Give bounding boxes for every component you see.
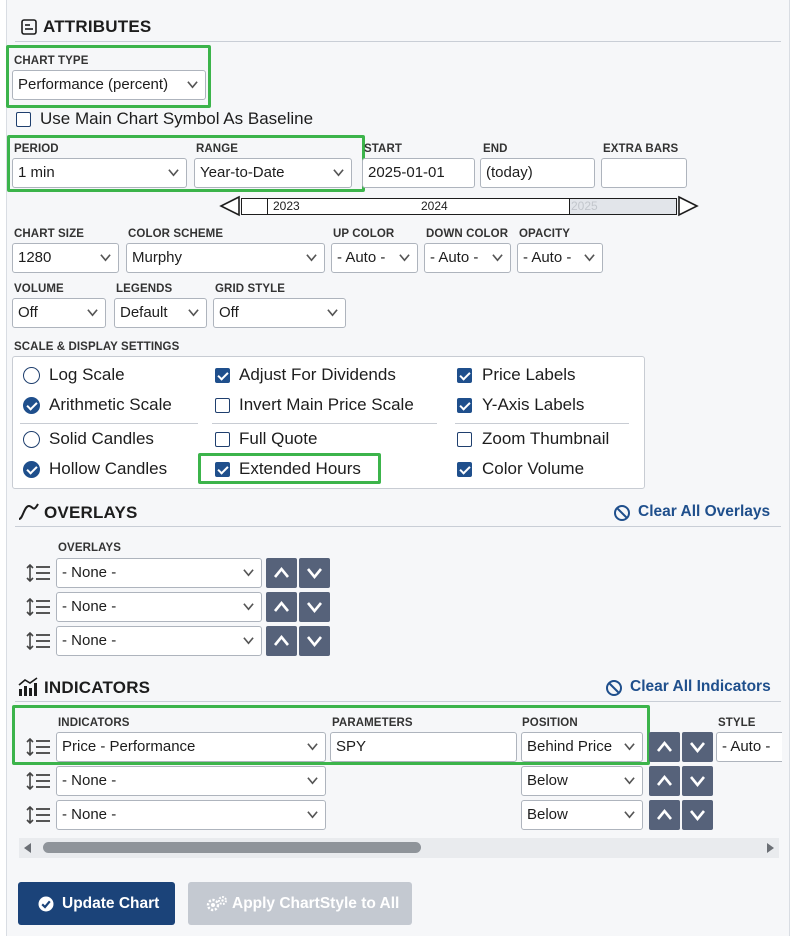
horizontal-scrollbar[interactable] (19, 838, 779, 858)
indicator-move-down-button-1[interactable] (682, 732, 713, 762)
range-label: RANGE (196, 143, 239, 155)
drag-handle-icon[interactable] (26, 563, 52, 583)
use-baseline-checkbox[interactable] (16, 112, 31, 127)
period-value: 1 min (18, 164, 55, 181)
hollow-candles-radio[interactable] (23, 461, 40, 478)
up-color-label: UP COLOR (333, 228, 395, 240)
invert-scale-label: Invert Main Price Scale (239, 395, 414, 414)
indicators-rule (15, 701, 781, 702)
indicator-value-3: - None - (62, 806, 117, 823)
divider-col2 (212, 423, 437, 424)
color-volume-checkbox[interactable] (457, 462, 472, 477)
indicators-title: INDICATORS (44, 678, 151, 697)
drag-handle-icon[interactable] (26, 737, 52, 757)
check-circle-icon (38, 896, 54, 912)
indicators-column-label: INDICATORS (58, 717, 130, 729)
scrollbar-thumb[interactable] (43, 842, 421, 853)
chevron-down-icon (333, 167, 344, 178)
volume-label: VOLUME (14, 283, 64, 295)
volume-select[interactable] (12, 298, 106, 328)
drag-handle-icon[interactable] (26, 805, 52, 825)
extra-bars-input[interactable] (601, 158, 687, 188)
grid-style-select[interactable] (213, 298, 346, 328)
extra-bars-label: EXTRA BARS (603, 143, 679, 155)
chevron-down-icon (492, 252, 503, 263)
chevron-down-icon (307, 809, 318, 820)
clear-icon (613, 504, 631, 522)
scroll-right-icon[interactable] (765, 843, 775, 853)
indicator-select-2[interactable] (56, 766, 326, 796)
indicator-move-down-button-3[interactable] (682, 800, 713, 830)
overlay-select-1[interactable] (56, 558, 262, 588)
indicator-position-select-3[interactable] (521, 800, 643, 830)
extended-hours-label: Extended Hours (239, 459, 361, 478)
log-scale-radio[interactable] (23, 367, 40, 384)
overlay-move-down-button-3[interactable] (299, 626, 330, 656)
overlay-select-3[interactable] (56, 626, 262, 656)
apply-chartstyle-button[interactable] (188, 882, 412, 925)
adjust-dividends-checkbox[interactable] (215, 368, 230, 383)
overlay-move-up-button-2[interactable] (266, 592, 297, 622)
end-label: END (483, 143, 508, 155)
overlay-move-up-button-3[interactable] (266, 626, 297, 656)
chevron-up-icon (273, 633, 290, 649)
chevron-down-icon (307, 741, 318, 752)
opacity-value: - Auto - (523, 249, 572, 266)
indicator-position-value-3: Below (527, 806, 568, 823)
indicator-position-select-2[interactable] (521, 766, 643, 796)
down-color-select[interactable] (424, 243, 511, 273)
chart-size-label: CHART SIZE (14, 228, 84, 240)
chevron-down-icon (327, 307, 338, 318)
indicator-position-select-1[interactable] (521, 732, 643, 762)
chevron-down-icon (188, 307, 199, 318)
chevron-down-icon (307, 775, 318, 786)
indicator-select-3[interactable] (56, 800, 326, 830)
chevron-down-icon (243, 635, 254, 646)
slider-left-handle-icon[interactable] (219, 195, 241, 217)
chevron-down-icon (100, 252, 111, 263)
chart-size-value: 1280 (18, 249, 52, 266)
apply-chartstyle-label: Apply ChartStyle to All (232, 895, 400, 912)
color-scheme-select[interactable] (126, 243, 325, 273)
indicator-select-1[interactable] (56, 732, 326, 762)
log-scale-label: Log Scale (49, 365, 125, 384)
divider-col3 (455, 423, 629, 424)
chevron-down-icon (306, 565, 323, 581)
chevron-down-icon (306, 252, 317, 263)
indicator-move-down-button-2[interactable] (682, 766, 713, 796)
arithmetic-scale-radio[interactable] (23, 397, 40, 414)
clear-indicators-label: Clear All Indicators (630, 678, 771, 695)
divider-col1 (20, 423, 198, 424)
chevron-down-icon (689, 807, 706, 823)
opacity-label: OPACITY (519, 228, 570, 240)
drag-handle-icon[interactable] (26, 771, 52, 791)
overlay-value-3: - None - (62, 632, 117, 649)
chevron-up-icon (273, 565, 290, 581)
scroll-left-icon[interactable] (23, 843, 33, 853)
chart-attributes-panel (6, 0, 790, 936)
legends-value: Default (120, 304, 168, 321)
drag-handle-icon[interactable] (26, 597, 52, 617)
slider-tick-2025: 2025 (571, 199, 598, 213)
indicator-position-value-1: Behind Price (527, 738, 613, 755)
color-volume-label: Color Volume (482, 459, 585, 478)
indicators-icon (17, 677, 39, 697)
date-range-slider[interactable] (219, 195, 693, 219)
style-column-label: STYLE (718, 717, 756, 729)
chevron-up-icon (656, 773, 673, 789)
chevron-up-icon (656, 807, 673, 823)
up-color-value: - Auto - (337, 249, 386, 266)
parameters-column-label: PARAMETERS (332, 717, 413, 729)
chevron-down-icon (399, 252, 410, 263)
legends-select[interactable] (114, 298, 207, 328)
volume-value: Off (18, 304, 38, 321)
indicator-move-up-button-2[interactable] (649, 766, 680, 796)
overlay-select-2[interactable] (56, 592, 262, 622)
zoom-thumbnail-label: Zoom Thumbnail (482, 429, 610, 448)
attributes-rule (15, 41, 781, 42)
extended-hours-checkbox[interactable] (215, 462, 230, 477)
indicator-style-select-1[interactable]: - Auto - (716, 732, 782, 762)
clear-indicators-link[interactable] (605, 678, 771, 696)
chart-type-value: Performance (percent) (18, 76, 169, 93)
period-select[interactable] (12, 158, 187, 188)
price-labels-checkbox[interactable] (457, 368, 472, 383)
grid-style-value: Off (219, 304, 239, 321)
slider-divider (267, 198, 268, 215)
clear-overlays-link[interactable] (613, 503, 770, 521)
chart-type-select[interactable] (12, 70, 206, 100)
legends-label: LEGENDS (116, 283, 173, 295)
y-axis-labels-label: Y-Axis Labels (482, 395, 585, 414)
chevron-up-icon (273, 599, 290, 615)
chart-size-select[interactable] (12, 243, 119, 273)
use-baseline-label: Use Main Chart Symbol As Baseline (40, 109, 314, 128)
start-label: START (364, 143, 402, 155)
indicator-move-up-button-1[interactable] (649, 732, 680, 762)
opacity-select[interactable] (517, 243, 603, 273)
drag-handle-icon[interactable] (26, 631, 52, 651)
solid-candles-radio[interactable] (23, 431, 40, 448)
chevron-down-icon (168, 167, 179, 178)
gears-icon (206, 895, 228, 913)
indicator-parameters-input-1[interactable]: SPY (330, 732, 517, 762)
overlays-column-label: OVERLAYS (58, 542, 122, 554)
hollow-candles-label: Hollow Candles (49, 459, 168, 478)
update-chart-label: Update Chart (62, 895, 160, 912)
slider-right-handle-icon[interactable] (677, 195, 699, 217)
color-scheme-label: COLOR SCHEME (128, 228, 224, 240)
end-date-input[interactable]: (today) (480, 158, 595, 188)
overlay-move-down-button-2[interactable] (299, 592, 330, 622)
chevron-down-icon (689, 773, 706, 789)
chevron-down-icon (187, 79, 198, 90)
scale-display-label: SCALE & DISPLAY SETTINGS (14, 341, 180, 353)
chart-type-label: CHART TYPE (14, 55, 89, 67)
y-axis-labels-checkbox[interactable] (457, 398, 472, 413)
arithmetic-scale-label: Arithmetic Scale (49, 395, 172, 414)
adjust-dividends-label: Adjust For Dividends (239, 365, 396, 384)
zoom-thumbnail-checkbox[interactable] (457, 432, 472, 447)
chevron-down-icon (243, 601, 254, 612)
chevron-down-icon (306, 633, 323, 649)
color-scheme-value: Murphy (132, 249, 183, 266)
slider-tick-2024: 2024 (421, 199, 448, 213)
solid-candles-label: Solid Candles (49, 429, 154, 448)
attributes-title: ATTRIBUTES (43, 17, 152, 36)
full-quote-label: Full Quote (239, 429, 318, 448)
overlays-title: OVERLAYS (44, 503, 138, 522)
chevron-down-icon (624, 741, 635, 752)
chevron-down-icon (87, 307, 98, 318)
down-color-label: DOWN COLOR (426, 228, 509, 240)
indicator-move-up-button-3[interactable] (649, 800, 680, 830)
down-color-value: - Auto - (430, 249, 479, 266)
chevron-down-icon (689, 739, 706, 755)
chevron-down-icon (584, 252, 595, 263)
attributes-icon (21, 19, 37, 35)
grid-style-label: GRID STYLE (215, 283, 286, 295)
clear-icon (605, 679, 623, 697)
indicator-position-value-2: Below (527, 772, 568, 789)
overlays-rule (15, 526, 781, 527)
chevron-down-icon (624, 809, 635, 820)
chevron-up-icon (656, 739, 673, 755)
price-labels-label: Price Labels (482, 365, 576, 384)
slider-tick-2023: 2023 (273, 199, 300, 213)
invert-scale-checkbox[interactable] (215, 398, 230, 413)
period-label: PERIOD (14, 143, 59, 155)
chevron-down-icon (243, 567, 254, 578)
overlay-value-2: - None - (62, 598, 117, 615)
indicator-value-1: Price - Performance (62, 738, 196, 755)
overlay-move-up-button-1[interactable] (266, 558, 297, 588)
indicator-value-2: - None - (62, 772, 117, 789)
overlays-icon (17, 503, 41, 521)
overlay-move-down-button-1[interactable] (299, 558, 330, 588)
start-date-input[interactable]: 2025-01-01 (362, 158, 475, 188)
chevron-down-icon (624, 775, 635, 786)
update-chart-button[interactable] (18, 882, 175, 925)
up-color-select[interactable] (331, 243, 418, 273)
overlay-value-1: - None - (62, 564, 117, 581)
position-column-label: POSITION (522, 717, 578, 729)
range-select[interactable] (194, 158, 352, 188)
range-value: Year-to-Date (200, 164, 285, 181)
chevron-down-icon (306, 599, 323, 615)
clear-overlays-label: Clear All Overlays (638, 503, 771, 520)
full-quote-checkbox[interactable] (215, 432, 230, 447)
